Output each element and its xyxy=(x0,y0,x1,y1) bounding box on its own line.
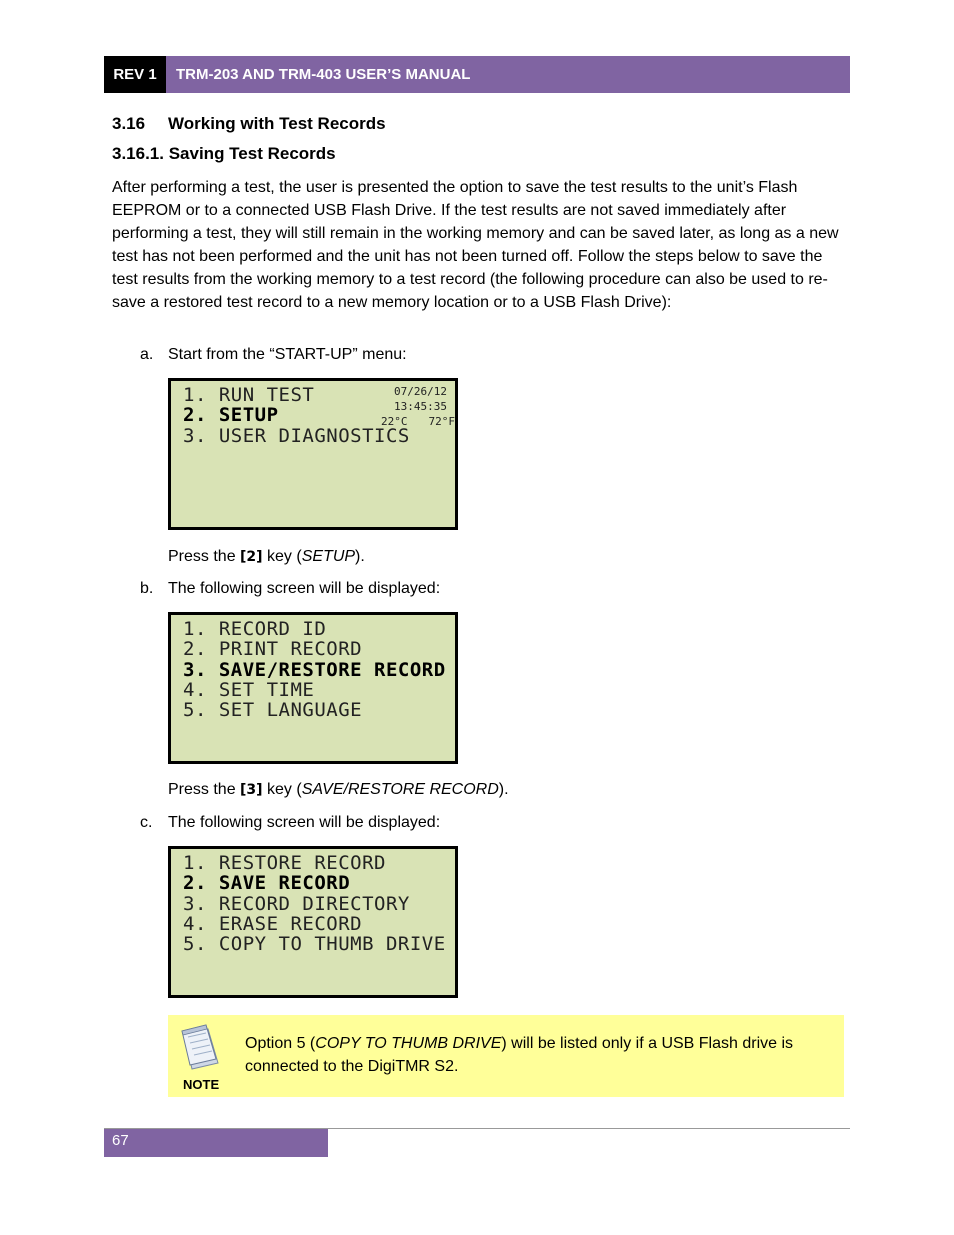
lcd-line: 1. RESTORE RECORD xyxy=(183,852,386,874)
step-a xyxy=(140,346,407,364)
lcd-line-highlighted: 2. SAVE RECORD xyxy=(183,872,351,895)
lcd-screen-save-restore-menu xyxy=(168,846,458,998)
revision-label: REV 1 xyxy=(104,56,166,93)
note-text xyxy=(245,1032,835,1078)
step-text: Start from the “START-UP” menu: xyxy=(168,346,407,363)
notepad-icon xyxy=(178,1021,226,1071)
manual-title: TRM-203 AND TRM-403 USER’S MANUAL xyxy=(166,56,850,93)
step-letter: c. xyxy=(140,814,153,831)
lcd-line: 4. ERASE RECORD xyxy=(183,912,363,935)
press-text: key ( xyxy=(262,548,302,565)
page-header xyxy=(104,56,850,93)
key-function: SETUP xyxy=(301,548,356,565)
lcd-temp-f: 72°F xyxy=(428,415,455,428)
lcd-screen-setup-menu xyxy=(168,612,458,764)
lcd-temperatures xyxy=(381,415,455,428)
press-instruction-a xyxy=(168,548,365,566)
lcd-line: 1. RUN TEST xyxy=(183,384,315,406)
section-number: 3.16 xyxy=(112,114,146,133)
lcd-temp-c: 22°C xyxy=(381,415,408,428)
step-c xyxy=(140,814,440,832)
key-function: SAVE/RESTORE RECORD xyxy=(301,781,499,798)
press-text: Press the xyxy=(168,548,241,565)
step-letter: a. xyxy=(140,346,154,363)
page-number: 67 xyxy=(104,1129,328,1157)
note-text-part: ) will be listed only if a USB Flash drive is connected to the DigiTMR S2. xyxy=(245,1035,794,1075)
lcd-line: 2. PRINT RECORD xyxy=(183,638,363,661)
lcd-line: 5. COPY TO THUMB DRIVE xyxy=(183,933,446,956)
step-text: The following screen will be displayed: xyxy=(168,814,441,831)
lcd-screen-startup-menu xyxy=(168,378,458,530)
step-letter: b. xyxy=(140,580,154,597)
lcd-line: 4. SET TIME xyxy=(183,678,315,701)
lcd-line: 1. RECORD ID xyxy=(183,618,327,640)
press-text: Press the xyxy=(168,781,241,798)
lcd-datetime xyxy=(394,384,447,414)
lcd-line: 3. USER DIAGNOSTICS xyxy=(183,424,410,447)
step-b xyxy=(140,580,440,598)
press-text: key ( xyxy=(262,781,302,798)
intro-paragraph: After performing a test, the user is presented the option to save the test results to the unit’s Flash EEPROM or to a connected USB Flash Drive. If the test results are not saved immediately after performing a test, they will still remain in the working memory and can be saved later, as long as a new test has not been performed and the unit has not been turned off. Follow the steps below to save the test results from the working memory to a test record (the following procedure can also be used to re-save a restored test record to a new memory location or to a USB Flash Drive): xyxy=(112,179,839,311)
note-emphasis: COPY TO THUMB DRIVE xyxy=(315,1035,502,1052)
section-heading xyxy=(112,114,386,134)
key-label: [3] xyxy=(240,782,263,798)
lcd-line-highlighted: 3. SAVE/RESTORE RECORD xyxy=(183,658,446,681)
step-text: The following screen will be displayed: xyxy=(168,580,441,597)
lcd-time: 13:45:35 xyxy=(394,400,447,413)
lcd-line-highlighted: 2. SETUP xyxy=(183,404,279,427)
note-text-part: Option 5 ( xyxy=(245,1035,316,1052)
press-instruction-b xyxy=(168,781,509,799)
note-label: NOTE xyxy=(183,1077,220,1092)
press-text: ). xyxy=(498,781,509,798)
section-title: Working with Test Records xyxy=(168,114,386,133)
press-text: ). xyxy=(355,548,365,565)
key-label: [2] xyxy=(240,549,263,565)
subsection-heading: 3.16.1. Saving Test Records xyxy=(112,144,336,163)
lcd-line: 3. RECORD DIRECTORY xyxy=(183,892,410,915)
lcd-date: 07/26/12 xyxy=(394,385,447,398)
lcd-line: 5. SET LANGUAGE xyxy=(183,699,363,722)
note-box xyxy=(168,1015,844,1097)
